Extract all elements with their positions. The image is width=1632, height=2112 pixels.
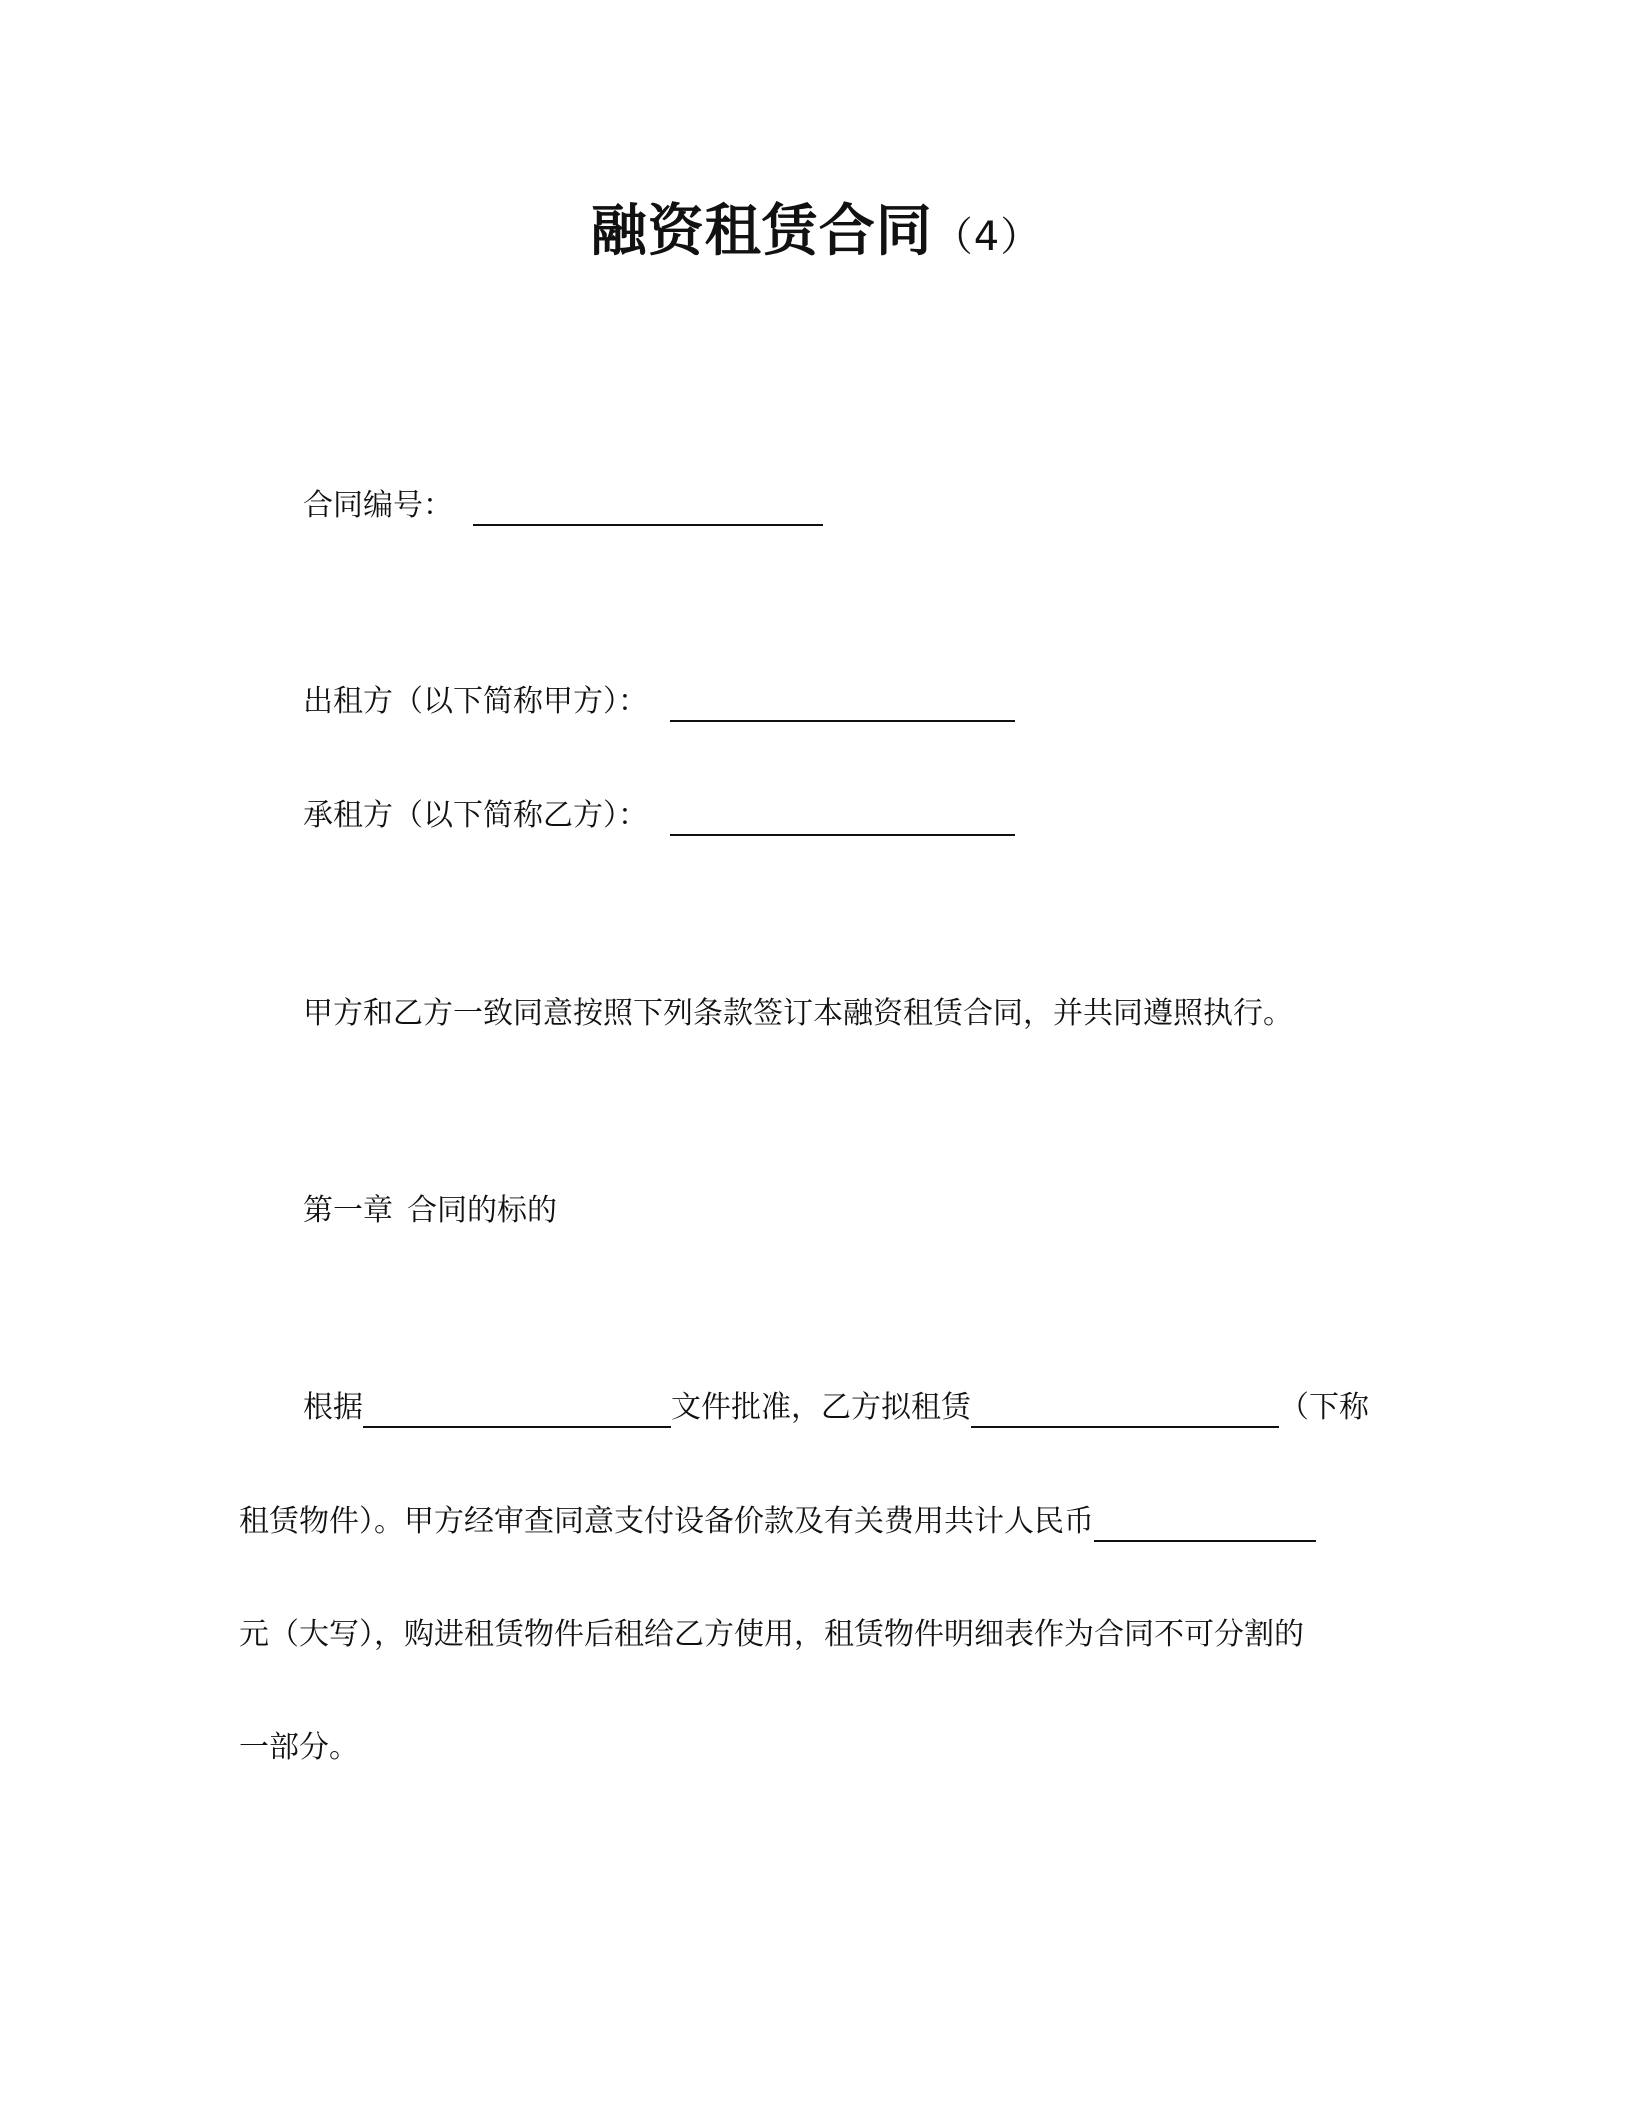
document-title bbox=[0, 196, 1632, 273]
agreement-statement: 甲方和乙方一致同意按照下列条款签订本融资租赁合同，并共同遵照执行。 bbox=[303, 996, 1293, 1031]
clause-part-2: 文件批准，乙方拟租赁 bbox=[671, 1390, 971, 1425]
clause-line-4: 一部分。 bbox=[239, 1730, 359, 1765]
lessee-line bbox=[303, 796, 1015, 836]
contract-number-blank bbox=[473, 490, 823, 526]
leased-item-blank bbox=[971, 1392, 1279, 1428]
contract-number-label: 合同编号： bbox=[303, 488, 453, 523]
lessor-label: 出租方（以下简称甲方）： bbox=[303, 684, 648, 719]
title-text: 融资租赁合同 bbox=[590, 199, 933, 264]
lessee-blank bbox=[670, 800, 1015, 836]
lessee-label: 承租方（以下简称乙方）： bbox=[303, 798, 648, 833]
lessor-line bbox=[303, 682, 1015, 722]
contract-number-line bbox=[303, 486, 823, 526]
clause-line-2 bbox=[239, 1502, 1316, 1542]
chapter-number: 第一章 bbox=[303, 1193, 393, 1228]
approval-document-blank bbox=[363, 1392, 671, 1428]
clause-part-4: 租赁物件）。甲方经审查同意支付设备价款及有关费用共计人民币 bbox=[239, 1504, 1094, 1539]
amount-blank bbox=[1094, 1506, 1316, 1542]
lessor-blank bbox=[670, 686, 1015, 722]
clause-part-3: （下称 bbox=[1279, 1390, 1369, 1425]
clause-line-3: 元（大写），购进租赁物件后租给乙方使用，租赁物件明细表作为合同不可分割的 bbox=[239, 1617, 1304, 1652]
chapter-title: 合同的标的 bbox=[407, 1193, 557, 1228]
chapter-heading bbox=[303, 1191, 557, 1231]
title-suffix: （4） bbox=[932, 214, 1042, 260]
clause-line-1 bbox=[303, 1388, 1369, 1428]
clause-part-1: 根据 bbox=[303, 1390, 363, 1425]
